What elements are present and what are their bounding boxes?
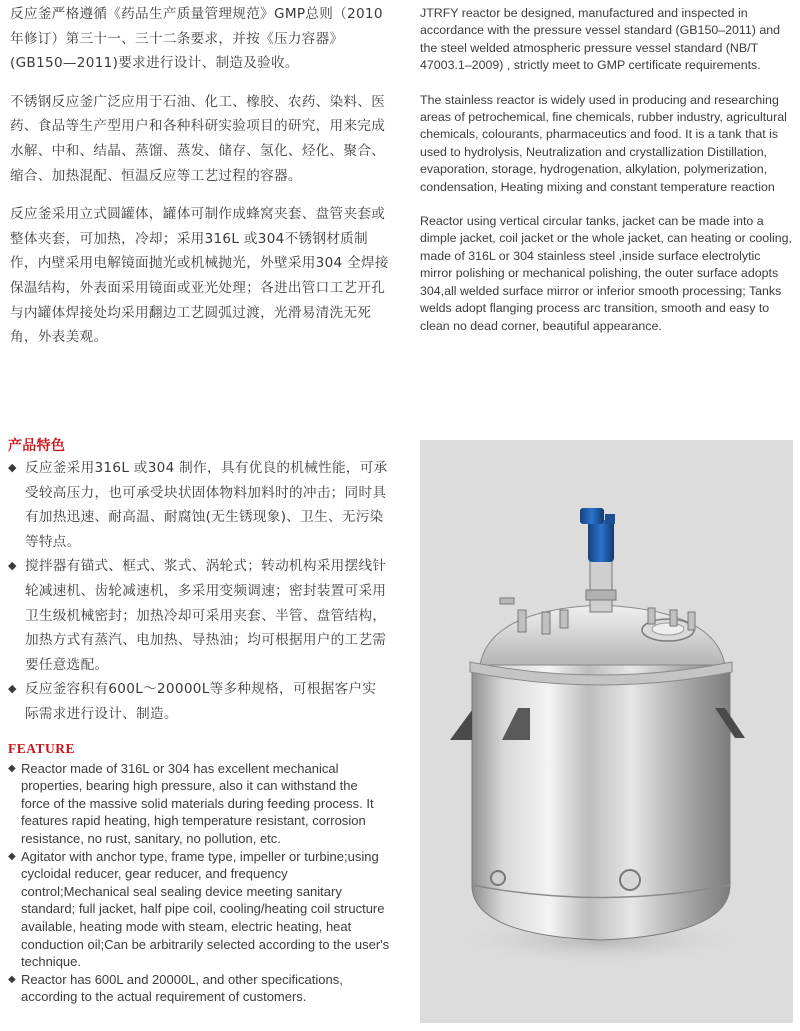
gear-motor xyxy=(588,520,614,562)
diamond-bullet-icon: ◆ xyxy=(8,559,17,573)
features-cn-heading: 产品特色 xyxy=(8,438,66,454)
nozzle xyxy=(688,612,695,630)
intro-cn-p1: 反应釜严格遵循《药品生产质量管理规范》GMP总则（2010年修订）第三十一、三十二条要求，并按《压力容器》(GB150—2011)要求进行设计、制造及验收。 xyxy=(10,6,383,72)
diamond-bullet-icon: ◆ xyxy=(8,762,16,774)
features-cn-item xyxy=(8,677,390,726)
intro-cn-p3: 反应釜采用立式圆罐体，罐体可制作成蜂窝夹套、盘管夹套或整体夹套，可加热，冷却；采用316L 或304不锈钢材质制作，内壁采用电解镜面抛光或机械抛光，外壁采用304 全焊接保温结构，外表面采用镜面或亚光处理；各进出管口工艺开孔与内罐体焊接处均采用翻边工艺圆弧过渡，光滑易清洗无死角，外表美观。 xyxy=(10,206,389,346)
intro-en-p2: The stainless reactor is widely used in producing and researching areas of petrochemical, fine chemicals, rubber industry, agricultural chemicals, colourants, pharmaceutics and food. It is a tank that is used to hydrolysis, Neutralization and crystallization Distillation, evaporation, storage, hydrogenation, alkylation, polymerization, condensation, Heating mixing and constant temperature reaction xyxy=(420,92,787,194)
nozzle xyxy=(648,608,655,624)
nozzle xyxy=(560,610,568,628)
reactor-photo xyxy=(420,440,793,1023)
intro-en-p3: Reactor using vertical circular tanks, jacket can be made into a dimple jacket, coil jacket or the whole jacket, can heating or cooling, made of 316L or 304 stainless steel ,inside surface electrolytic mirror polishing or mechanical polishing, the outer surface adopts 304,all welded surface mirror or inferior smooth processing; Tanks welds adopt flanging process arc transition, smooth and easy to clean no dead corner, beautiful appearance. xyxy=(420,214,792,333)
agitator-seal xyxy=(586,590,616,600)
vessel-body xyxy=(472,665,730,940)
agitator-stand xyxy=(590,560,612,612)
nozzle xyxy=(518,610,526,632)
features-cn-item-text: 搅拌器有锚式、框式、浆式、涡轮式；转动机构采用摆线针轮减速机、齿轮减速机，多采用变频调速；密封装置可采用卫生级机械密封；加热冷却可采用夹套、半管、盘管结构，加热方式有蒸汽、电加热、导热油；均可根据用户的工艺需要任意选配。 xyxy=(25,558,387,673)
manhole-glass xyxy=(652,623,684,635)
features-en-item-text: Reactor made of 316L or 304 has excellent mechanical properties, bearing high pressure, also it can withstand the force of the massive solid materials during feeding process. It features rapid heating, high temperature resistant, corrosion resistance, no rust, sanitary, no pollution, etc. xyxy=(21,760,374,846)
diamond-bullet-icon: ◆ xyxy=(8,461,17,474)
features-cn-item xyxy=(8,554,390,677)
features-en-item xyxy=(8,971,390,1006)
diamond-bullet-icon: ◆ xyxy=(8,682,17,696)
features-cn-item-text: 反应釜容积有600L～20000L等多种规格，可根据客户实际需求进行设计、制造。 xyxy=(25,681,377,722)
intro-en xyxy=(420,5,794,335)
features-cn xyxy=(8,436,390,727)
support-lug-left xyxy=(450,710,472,740)
features-cn-item-text: 反应釜采用316L 或304 制作，具有优良的机械性能，可承受较高压力，也可承受块状固体物料加料时的冲击；同时具有加热迅速、耐高温、耐腐蚀(无生锈现象)、卫生、无污染等特点。 xyxy=(25,460,388,550)
nozzle xyxy=(542,612,550,634)
nozzle xyxy=(670,610,677,626)
reactor-illustration xyxy=(420,440,793,1023)
features-cn-list xyxy=(8,456,390,727)
features-en-item-text: Reactor has 600L and 20000L, and other specifications, according to the actual requirement of customers. xyxy=(21,971,343,1005)
motor-fan-cover xyxy=(580,508,604,524)
diamond-bullet-icon: ◆ xyxy=(8,973,16,985)
nozzle xyxy=(500,598,514,604)
sight-glass xyxy=(620,870,640,890)
intro-cn xyxy=(10,2,390,350)
features-en-item-text: Agitator with anchor type, frame type, impeller or turbine;using cycloidal reducer, gear reducer, and frequency control;Mechanical seal sealing device meeting sanitary standard; full jacket, half pipe coil, cooling/heating coil structure available, heating mode with steam, electric heating, heat conduction oil;Can be arbitrarily selected according to the user's technique. xyxy=(21,848,390,970)
bottom-outlet xyxy=(491,871,505,885)
intro-cn-p2: 不锈钢反应釜广泛应用于石油、化工、橡胶、农药、染料、医药、食品等生产型用户和各种科研实验项目的研究，用来完成水解、中和、结晶、蒸馏、蒸发、储存、氢化、烃化、聚合、缩合、加热混配、恒温反应等工艺过程的容器。 xyxy=(10,93,386,184)
features-cn-item xyxy=(8,456,390,554)
features-en-item xyxy=(8,760,390,848)
features-en-list xyxy=(8,760,390,1006)
intro-en-p1: JTRFY reactor be designed, manufactured and inspected in accordance with the pressure vessel standard (GB150–2011) and the steel welded atmospheric pressure vessel standard (NB/T 47003.1–2009) , strictly meet to GMP certificate requirements. xyxy=(420,6,780,73)
features-en-heading: FEATURE xyxy=(8,741,76,756)
features-en xyxy=(8,740,390,1006)
features-en-item xyxy=(8,848,390,971)
diamond-bullet-icon: ◆ xyxy=(8,850,16,862)
motor-terminal-box xyxy=(605,514,615,524)
